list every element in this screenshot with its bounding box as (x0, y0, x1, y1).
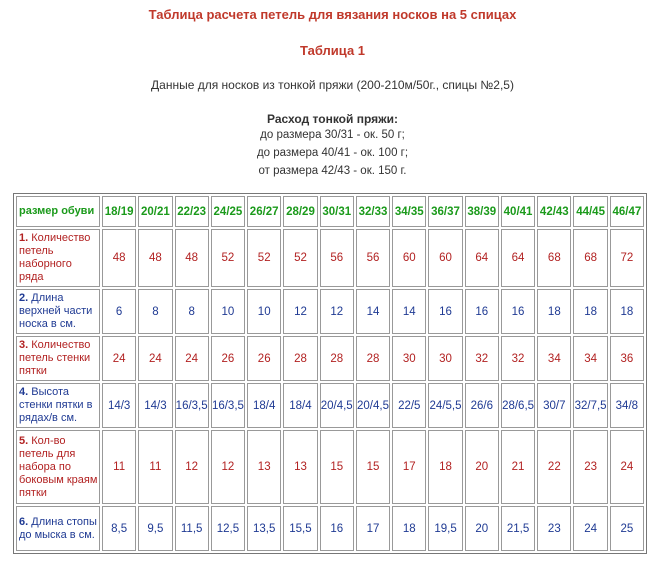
value-cell: 18 (428, 430, 462, 504)
page-title: Таблица расчета петель для вязания носков на 5 спицах (148, 7, 517, 22)
size-header-cell: 46/47 (610, 196, 644, 227)
value-cell: 13 (247, 430, 281, 504)
value-cell: 52 (211, 229, 245, 287)
row-number: 5. (19, 434, 29, 447)
row-label-cell (16, 289, 100, 334)
value-cell: 22 (537, 430, 571, 504)
value-cell: 23 (537, 506, 571, 551)
value-cell: 11 (102, 430, 136, 504)
size-header-cell: 36/37 (428, 196, 462, 227)
value-cell: 48 (102, 229, 136, 287)
value-cell: 17 (392, 430, 426, 504)
value-cell: 28 (356, 336, 390, 381)
value-cell: 32/7,5 (573, 383, 607, 428)
value-cell: 36 (610, 336, 644, 381)
value-cell: 8,5 (102, 506, 136, 551)
value-cell: 30 (428, 336, 462, 381)
value-cell: 60 (428, 229, 462, 287)
size-header-cell: 44/45 (573, 196, 607, 227)
yarn-usage-line: до размера 30/31 - ок. 50 г; (260, 129, 405, 141)
size-header-cell: 30/31 (320, 196, 354, 227)
value-cell: 19,5 (428, 506, 462, 551)
value-cell: 16 (428, 289, 462, 334)
value-cell: 11 (138, 430, 172, 504)
value-cell: 12 (211, 430, 245, 504)
row-number: 3. (19, 339, 29, 351)
row-label-cell (16, 383, 100, 428)
value-cell: 30/7 (537, 383, 571, 428)
value-cell: 24/5,5 (428, 383, 462, 428)
row-label-cell (16, 336, 100, 381)
row-number: 2. (19, 292, 29, 304)
value-cell: 20 (465, 506, 499, 551)
size-header-cell: 18/19 (102, 196, 136, 227)
value-cell: 18 (537, 289, 571, 334)
value-cell: 9,5 (138, 506, 172, 551)
row-label: Количество петель стенки пятки (19, 339, 91, 377)
value-cell: 64 (501, 229, 535, 287)
value-cell: 16/3,5 (175, 383, 209, 428)
value-cell: 68 (573, 229, 607, 287)
value-cell: 10 (211, 289, 245, 334)
table-row (16, 336, 644, 381)
value-cell: 10 (247, 289, 281, 334)
row-label: Длина стопы до мыска в см. (19, 515, 97, 541)
row-label-cell (16, 229, 100, 287)
table-row (16, 229, 644, 287)
value-cell: 18 (610, 289, 644, 334)
value-cell: 52 (283, 229, 317, 287)
row-label: Количество петель наборного ряда (19, 232, 91, 283)
value-cell: 24 (610, 430, 644, 504)
value-cell: 18 (573, 289, 607, 334)
size-header-cell: 42/43 (537, 196, 571, 227)
value-cell: 20 (465, 430, 499, 504)
value-cell: 6 (102, 289, 136, 334)
table-row (16, 289, 644, 334)
value-cell: 60 (392, 229, 426, 287)
table-row (16, 506, 644, 551)
value-cell: 12 (320, 289, 354, 334)
size-header-cell: 22/23 (175, 196, 209, 227)
value-cell: 26/6 (465, 383, 499, 428)
value-cell: 17 (356, 506, 390, 551)
value-cell: 52 (247, 229, 281, 287)
value-cell: 16 (465, 289, 499, 334)
row-label: Длина верхней части носка в см. (19, 292, 93, 330)
value-cell: 16/3,5 (211, 383, 245, 428)
value-cell: 34/8 (610, 383, 644, 428)
value-cell: 21 (501, 430, 535, 504)
value-cell: 8 (175, 289, 209, 334)
value-cell: 26 (247, 336, 281, 381)
stitch-table (13, 193, 647, 554)
table-subtitle: Таблица 1 (299, 43, 366, 58)
value-cell: 34 (573, 336, 607, 381)
value-cell: 16 (501, 289, 535, 334)
value-cell: 32 (465, 336, 499, 381)
row-number: 6. (19, 515, 29, 528)
value-cell: 28/6,5 (501, 383, 535, 428)
size-header-cell: 34/35 (392, 196, 426, 227)
value-cell: 18 (392, 506, 426, 551)
value-cell: 24 (175, 336, 209, 381)
row-label-cell (16, 430, 100, 504)
yarn-usage-heading: Расход тонкой пряжи: (266, 112, 399, 126)
value-cell: 8 (138, 289, 172, 334)
size-label-cell: размер обуви (16, 196, 100, 227)
value-cell: 21,5 (501, 506, 535, 551)
size-header-cell: 38/39 (465, 196, 499, 227)
value-cell: 48 (138, 229, 172, 287)
value-cell: 13 (283, 430, 317, 504)
value-cell: 13,5 (247, 506, 281, 551)
value-cell: 20/4,5 (320, 383, 354, 428)
value-cell: 15,5 (283, 506, 317, 551)
value-cell: 14/3 (138, 383, 172, 428)
size-header-cell: 20/21 (138, 196, 172, 227)
row-label-cell (16, 506, 100, 551)
value-cell: 28 (320, 336, 354, 381)
value-cell: 12,5 (211, 506, 245, 551)
value-cell: 22/5 (392, 383, 426, 428)
table-row (16, 383, 644, 428)
value-cell: 23 (573, 430, 607, 504)
size-header-cell: 24/25 (211, 196, 245, 227)
value-cell: 56 (356, 229, 390, 287)
value-cell: 28 (283, 336, 317, 381)
size-header-row (16, 196, 644, 227)
value-cell: 12 (175, 430, 209, 504)
yarn-usage-line: до размера 40/41 - ок. 100 г; (256, 147, 409, 159)
value-cell: 32 (501, 336, 535, 381)
value-cell: 16 (320, 506, 354, 551)
value-cell: 24 (573, 506, 607, 551)
row-label: Высота стенки пятки в рядах/в см. (19, 386, 93, 424)
value-cell: 72 (610, 229, 644, 287)
value-cell: 15 (320, 430, 354, 504)
value-cell: 18/4 (247, 383, 281, 428)
value-cell: 56 (320, 229, 354, 287)
size-header-cell: 28/29 (283, 196, 317, 227)
size-header-cell: 26/27 (247, 196, 281, 227)
value-cell: 14 (356, 289, 390, 334)
value-cell: 18/4 (283, 383, 317, 428)
value-cell: 24 (138, 336, 172, 381)
value-cell: 12 (283, 289, 317, 334)
value-cell: 14 (392, 289, 426, 334)
size-header-cell: 32/33 (356, 196, 390, 227)
value-cell: 34 (537, 336, 571, 381)
value-cell: 15 (356, 430, 390, 504)
value-cell: 30 (392, 336, 426, 381)
value-cell: 20/4,5 (356, 383, 390, 428)
row-number: 4. (19, 386, 29, 398)
yarn-usage-line: от размера 42/43 - ок. 150 г. (258, 165, 407, 177)
value-cell: 24 (102, 336, 136, 381)
table-row (16, 430, 644, 504)
value-cell: 25 (610, 506, 644, 551)
value-cell: 64 (465, 229, 499, 287)
row-number: 1. (19, 232, 29, 244)
value-cell: 68 (537, 229, 571, 287)
value-cell: 14/3 (102, 383, 136, 428)
value-cell: 11,5 (175, 506, 209, 551)
row-label: Кол-во петель для набора по боковым краям пятки (19, 434, 98, 499)
value-cell: 48 (175, 229, 209, 287)
value-cell: 26 (211, 336, 245, 381)
yarn-description: Данные для носков из тонкой пряжи (200-210м/50г., спицы №2,5) (151, 78, 514, 92)
size-header-cell: 40/41 (501, 196, 535, 227)
